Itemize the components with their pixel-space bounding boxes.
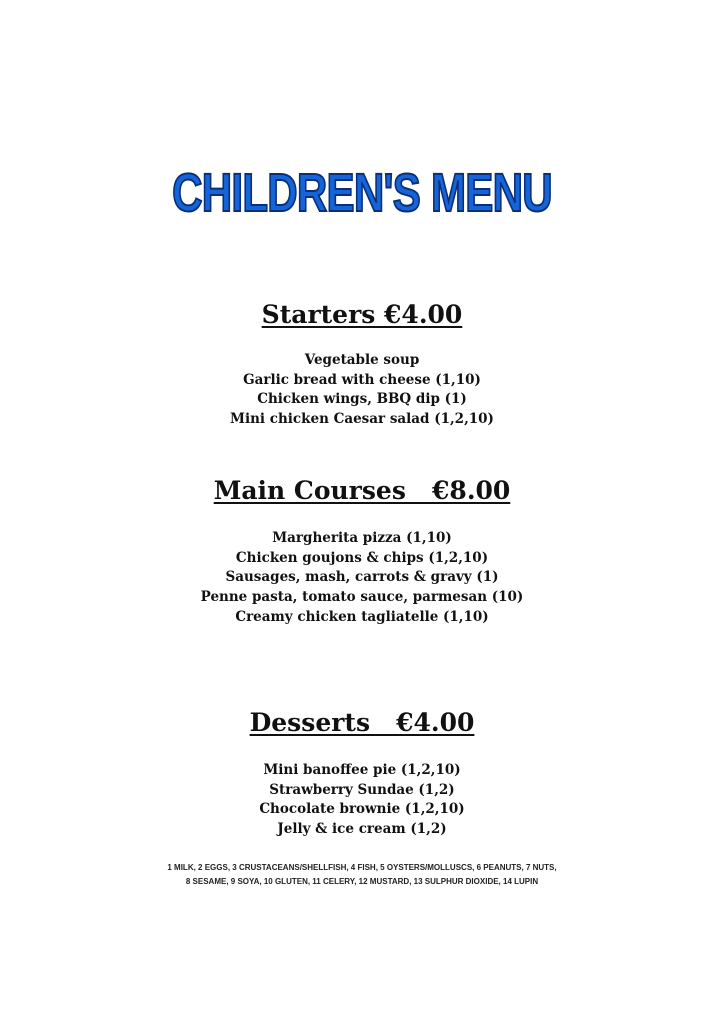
allergen-key xyxy=(0,861,724,889)
starters-list xyxy=(0,351,724,430)
menu-item: Chicken wings, BBQ dip (1) xyxy=(257,391,467,408)
menu-item: Vegetable soup xyxy=(304,352,420,368)
desserts-section xyxy=(0,707,724,840)
desserts-heading: Desserts €4.00 xyxy=(249,708,475,737)
menu-item: Mini chicken Caesar salad (1,2,10) xyxy=(230,411,494,428)
starters-heading: Starters €4.00 xyxy=(261,300,463,329)
menu-item: Sausages, mash, carrots & gravy (1) xyxy=(225,569,499,586)
menu-item: Margherita pizza (1,10) xyxy=(272,530,452,546)
main-courses-section xyxy=(0,475,724,628)
menu-item: Penne pasta, tomato sauce, parmesan (10) xyxy=(200,589,524,606)
menu-item: Chocolate brownie (1,2,10) xyxy=(259,801,465,818)
menu-item: Garlic bread with cheese (1,10) xyxy=(243,371,481,388)
desserts-list xyxy=(0,761,724,840)
menu-item: Creamy chicken tagliatelle (1,10) xyxy=(235,608,489,625)
menu-item: Jelly & ice cream (1,2) xyxy=(277,821,447,838)
menu-item: Chicken goujons & chips (1,2,10) xyxy=(235,549,489,566)
allergen-line: 1 MILK, 2 EGGS, 3 CRUSTACEANS/SHELLFISH, 4 FISH, 5 OYSTERS/MOLLUSCS, 6 PEANUTS, 7 NUTS, xyxy=(167,863,557,872)
starters-section xyxy=(0,299,724,430)
main-courses-heading: Main Courses €8.00 xyxy=(213,476,511,505)
menu-item: Strawberry Sundae (1,2) xyxy=(269,781,455,798)
menu-title: CHILDREN'S MENU xyxy=(172,163,552,223)
main-courses-list xyxy=(0,529,724,628)
allergen-line: 8 SESAME, 9 SOYA, 10 GLUTEN, 11 CELERY, 12 MUSTARD, 13 SULPHUR DIOXIDE, 14 LUPIN xyxy=(185,877,539,886)
menu-item: Mini banoffee pie (1,2,10) xyxy=(263,762,461,778)
